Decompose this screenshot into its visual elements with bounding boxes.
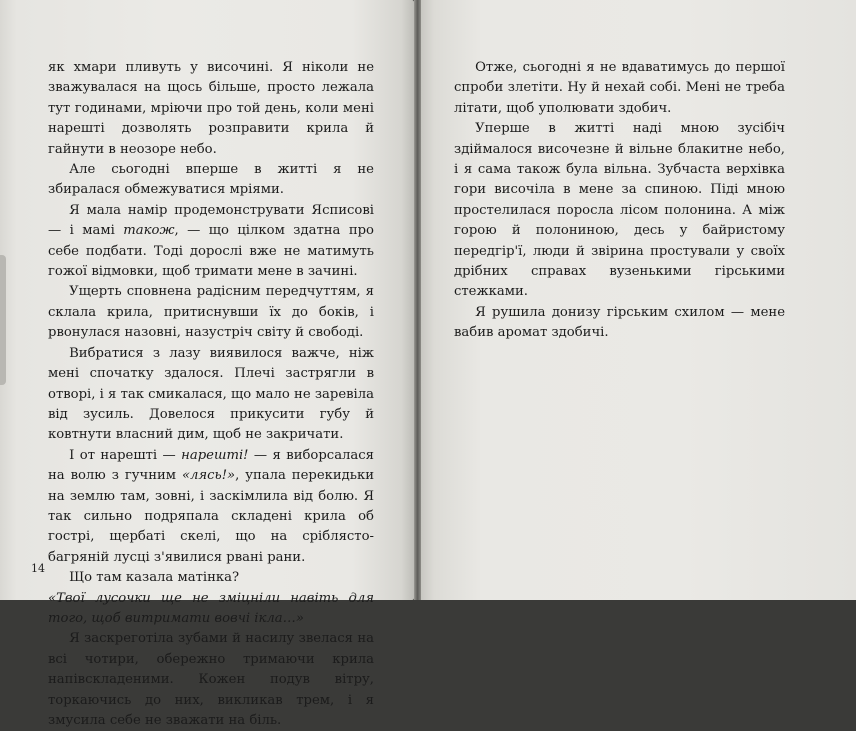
book-gutter xyxy=(414,0,421,600)
paragraph: Вибратися з лазу виявилося важче, ніж мені спочатку здалося. Плечі застрягли в отворі, і я так смикалася, що мало не заревіла від зусиль. Довелося прикусити губу й ковтнути власний дим, щоб не закричати. xyxy=(48,345,375,443)
text-run: , — що цілком здатна про себе подбати. Тоді дорослі вже не матимуть гожої відмовки, щоб тримати мене в зачині. xyxy=(48,223,374,280)
emphasis-text: «лясь!» xyxy=(181,468,236,484)
paragraph: як хмари пливуть у височині. Я ніколи не зважувалася на щось більше, просто лежала тут годинами, мріючи про той день, коли мені нарешті дозволять розправити крила й гайнути в неозоре небо. xyxy=(48,60,374,157)
right-page xyxy=(421,0,856,600)
paragraph xyxy=(48,201,374,283)
text-run: Я мала намір продемонструвати Ясписові — і мамі xyxy=(48,202,374,239)
emphasis-text: нарешті! xyxy=(181,447,249,463)
paragraph: Ущерть сповнена радісним передчуттям, я склала крила, притиснувши їх до боків, і рвонулася назовні, назустріч світу й свободі. xyxy=(48,284,374,341)
text-run: І от нарешті — xyxy=(69,447,182,463)
emphasis-text: «Твої лусочки ще не зміцніли навіть для того, щоб витримати вовчі ікла…» xyxy=(48,590,374,626)
text-run: , упала перекидьки на землю там, зовні, і заскімлила від болю. Я так сильно подряпала складені крила об гострі, щербаті скелі, що на сріблясто-багряній лусці з'явилися рвані рани. xyxy=(48,468,374,565)
paragraph: Я заскреготіла зубами й насилу звелася на всі чотири, обережно тримаючи крила напівскладеними. Кожен подув вітру, торкаючись до них, викликав трем, і я змусила себе не зважати на біль. xyxy=(48,631,374,728)
left-page xyxy=(0,0,414,728)
paragraph: Отже, сьогодні я не вдаватимусь до першої спроби злетіти. Ну й нехай собі. Мені не треба літати, щоб уполювати здобич. xyxy=(454,60,785,116)
left-page-text xyxy=(48,58,374,731)
paragraph: Що там казала матінка? xyxy=(69,570,240,586)
paragraph xyxy=(48,446,374,568)
right-page-text xyxy=(454,58,785,344)
text-run: — я виборсалася на волю з гучним xyxy=(48,447,375,484)
paragraph: Уперше в житті наді мною зусібіч здіймалося височезне й вільне блакитне небо, і я сама також була вільна. Зубчаста верхівка гори височіла в мене за спиною. Піді мною простелилася поросла лісом полонина. А між горою й полониною, десь у байристому передгір'ї, люди й звірина простували у своїх дрібних справах вузенькими гірськими стежками. xyxy=(454,121,785,300)
emphasis-text: також xyxy=(123,223,175,239)
quote-paragraph xyxy=(48,589,374,630)
page-edge xyxy=(0,255,6,385)
paragraph: Я рушила донизу гірським схилом — мене вабив аромат здобичі. xyxy=(454,304,785,341)
paragraph: Але сьогодні вперше в житті я не збиралася обмежуватися мріями. xyxy=(48,162,374,198)
page-number: 14 xyxy=(31,562,45,575)
